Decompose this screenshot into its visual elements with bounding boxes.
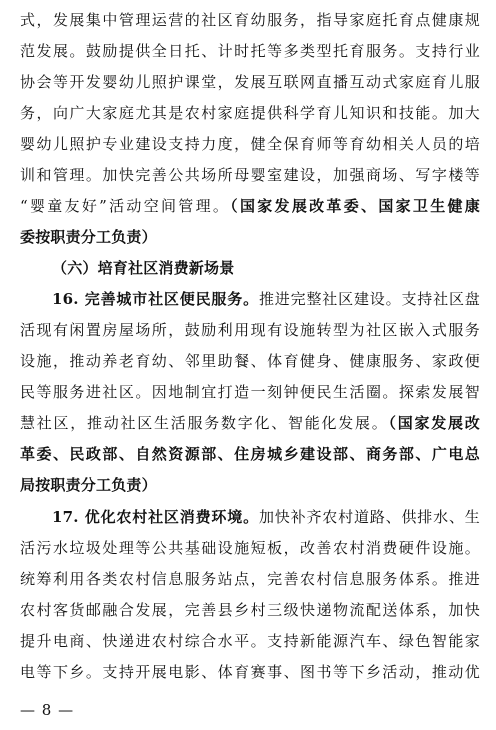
- paragraph-line: [20, 413, 480, 433]
- responsibility-note: 革委、民政部、自然资源部、住房城乡建设部、商务部、广电总: [20, 445, 480, 463]
- paragraph-text: 慧社区，推动社区生活服务数字化、智能化发展。: [20, 414, 389, 432]
- responsibility-note: 委按职责分工负责）: [20, 228, 157, 246]
- responsibility-note: （国家发展改革委、国家卫生健康: [230, 197, 480, 215]
- paragraph-line: 训和管理。加快完善公共场所母婴室建设，加强商场、写字楼等: [20, 166, 480, 184]
- paragraph-line: 设施，推动养老育幼、邻里助餐、体育健身、健康服务、家政便: [20, 352, 480, 370]
- item-16-first-line: [52, 289, 480, 309]
- section-heading: （六）培育社区消费新场景: [52, 259, 235, 277]
- paragraph-line: 范发展。鼓励提供全日托、计时托等多类型托育服务。支持行业: [20, 42, 480, 60]
- paragraph-line: 婴幼儿照护专业建设支持力度，健全保育师等育幼相关人员的培: [20, 135, 480, 153]
- paragraph-line: 协会等开发婴幼儿照护课堂，发展互联网直播互动式家庭育儿服: [20, 73, 480, 91]
- paragraph-line: 活污水垃圾处理等公共基础设施短板，改善农村消费硬件设施。: [20, 539, 480, 557]
- paragraph-line: 民等服务进社区。因地制宜打造一刻钟便民生活圈。探索发展智: [20, 383, 480, 401]
- item-17-title: 17. 优化农村社区消费环境。: [52, 508, 259, 526]
- page-number: — 8 —: [20, 701, 75, 719]
- item-16-title: 16. 完善城市社区便民服务。: [52, 290, 259, 308]
- paragraph-line: 式，发展集中管理运营的社区育幼服务，指导家庭托育点健康规: [20, 11, 480, 29]
- paragraph-text: 加快补齐农村道路、供排水、生: [258, 508, 480, 526]
- paragraph-line: 农村客货邮融合发展，完善县乡村三级快递物流配送体系，加快: [20, 601, 480, 619]
- paragraph-line: 提升电商、快递进农村综合水平。支持新能源汽车、绿色智能家: [20, 632, 480, 650]
- paragraph-line: 统筹利用各类农村信息服务站点，完善农村信息服务体系。推进: [20, 570, 480, 588]
- paragraph-line: [20, 196, 480, 216]
- paragraph-line: [20, 227, 480, 247]
- paragraph-line: 务，向广大家庭尤其是农村家庭提供科学育儿知识和技能。加大: [20, 104, 480, 122]
- paragraph-text: 推进完整社区建设。支持社区盘: [258, 290, 480, 308]
- item-17-first-line: [52, 507, 480, 527]
- paragraph-line: 活现有闲置房屋场所，鼓励利用现有设施转型为社区嵌入式服务: [20, 321, 480, 339]
- paragraph-line: 电等下乡。支持开展电影、体育赛事、图书等下乡活动，推动优: [20, 663, 480, 681]
- responsibility-note: （国家发展改: [388, 414, 480, 432]
- paragraph-text: “婴童友好”活动空间管理。: [20, 197, 231, 215]
- responsibility-note: 局按职责分工负责）: [20, 476, 157, 494]
